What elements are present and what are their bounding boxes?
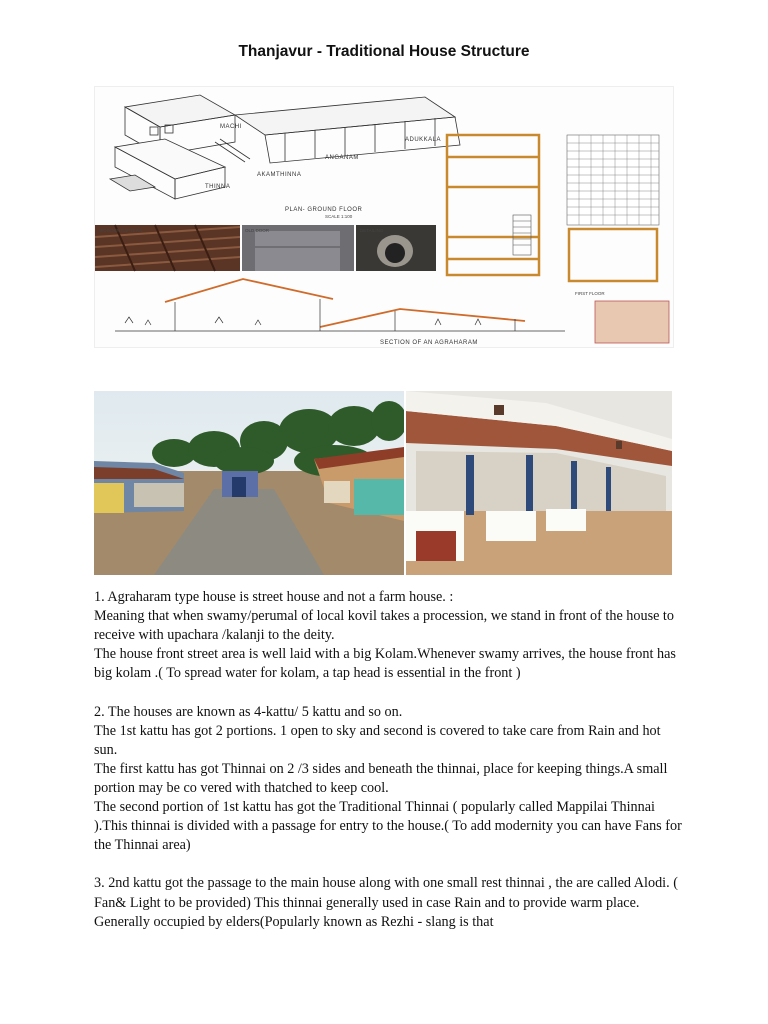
label-wooden-rafters: WOODEN RAFTERS [99, 228, 143, 233]
paragraph: The 1st kattu has got 2 portions. 1 open to sky and second is covered to take care from Rain and hot sun. [94, 722, 661, 758]
paragraph-gap [94, 683, 684, 702]
section-drawing [115, 279, 565, 331]
label-machi: MACHI [220, 124, 242, 130]
architecture-drawing-sheet [94, 86, 674, 348]
first-floor-plan [567, 135, 659, 281]
architecture-drawing [95, 87, 673, 347]
label-plan-ground-floor: PLAN- GROUND FLOOR [285, 207, 363, 213]
document-title: Thanjavur - Traditional House Structure [238, 43, 530, 60]
street-photo [94, 391, 404, 575]
ground-floor-plan [447, 135, 539, 275]
body-text [94, 588, 684, 932]
street-photo-image [94, 391, 404, 575]
label-thinna: THINNA [205, 184, 231, 190]
label-section: SECTION OF AN AGRAHARAM [380, 340, 478, 346]
paragraph: 3. 2nd kattu got the passage to the main house along with one small rest thinnai , the are called Alodi. ( Fan& Light to be provided) This thinnai generally used in case Rain and to provide warm place. Generally occupied by elders(Popularly known as Rezhi - slang is that [94, 875, 678, 930]
paragraph: 1. Agraharam type house is street house and not a farm house. : [94, 589, 454, 605]
label-akamthinna: AKAMTHINNA [257, 172, 302, 178]
label-anganam: ANGANAM [325, 155, 359, 161]
paragraph: 2. The houses are known as 4-kattu/ 5 kattu and so on. [94, 703, 403, 720]
paragraph-gap [94, 855, 684, 874]
label-first-floor: FIRST FLOOR [575, 291, 605, 296]
paragraph: The first kattu has got Thinnai on 2 /3 sides and beneath the thinnai, place for keeping things.A small portion may be co vered with thatched to keep cool. [94, 760, 668, 796]
isometric-house-sketch [110, 95, 460, 199]
label-detailing: DETAILING [360, 228, 384, 233]
paragraph: The house front street area is well laid with a big Kolam.Whenever swamy arrives, the house front has big kolam .( To spread water for kolam, a tap head is essential in the front ) [94, 646, 676, 682]
verandah-photo-image [406, 391, 672, 575]
paragraph: Meaning that when swamy/perumal of local kovil takes a procession, we stand in front of the house to receive with upachara /kalanji to the deity. [94, 608, 674, 644]
verandah-photo [406, 391, 672, 575]
detail-thumbnail [595, 301, 669, 343]
label-old-door: OLD DOOR [245, 228, 270, 233]
paragraph: The second portion of 1st kattu has got the Traditional Thinnai ( popularly called Mappilai Thinnai ).This thinnai is divided with a passage for entry to the house.( To add modernity you can have Fans for the Thinnai area) [94, 799, 682, 854]
label-adukkala: ADUKKALA [405, 137, 442, 143]
label-scale: SCALE 1:100 [325, 214, 353, 219]
